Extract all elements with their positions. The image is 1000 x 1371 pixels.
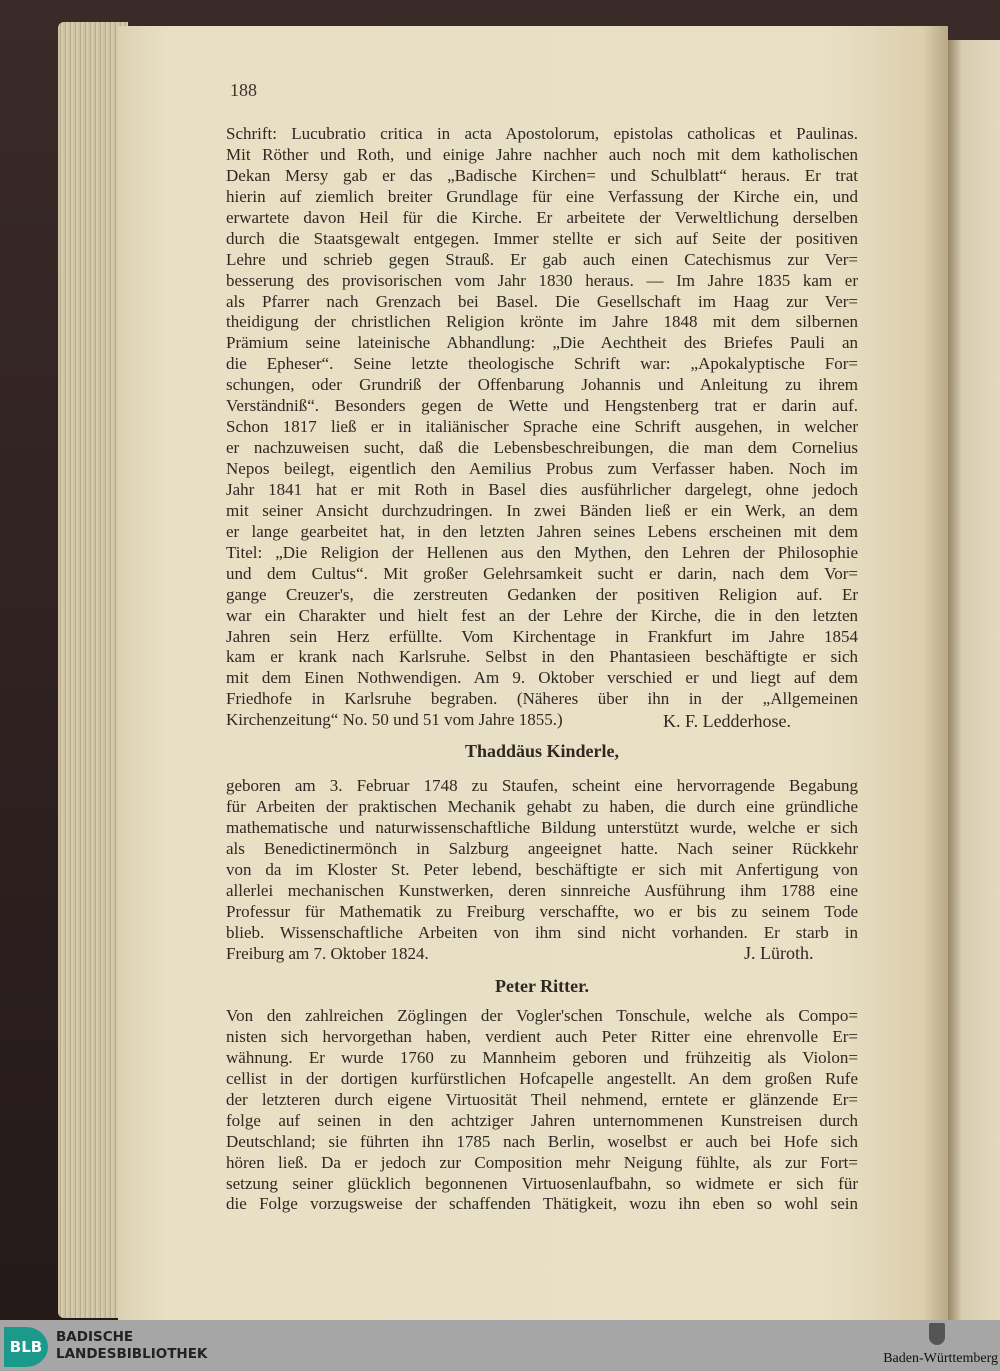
text-line: Mit Röther und Roth, und einige Jahre nachher auch noch mit dem katholischen [226,144,858,164]
text-line: Titel: „Die Religion der Hellenen aus den Mythen, den Lehren der Philosophie [226,542,858,562]
text-line: mit dem Einen Nothwendigen. Am 9. Oktober verschied er und liegt auf dem [226,668,858,688]
text-line: Friedhofe in Karlsruhe begraben. (Näheres über ihn in der „Allgemeinen [226,689,858,709]
text-line: für Arbeiten der praktischen Mechanik gehabt zu haben, die durch eine gründliche [226,796,858,816]
text-line: er lange gearbeitet hat, in den letzten Jahren seines Lebens erscheinen mit dem [226,521,858,541]
text-line: setzung seiner glücklich begonnenen Virtuosenlaufbahn, so widmete er sich für [226,1173,858,1193]
text-line: Schrift: Lucubratio critica in acta Apostolorum, epistolas catholicas et Paulinas. [226,124,858,143]
text-line: gange Creuzer's, die zerstreuten Gedanken der positiven Religion auf. Er [226,584,858,604]
text-line: hören ließ. Da er jedoch zur Composition mehr Neigung fühlte, als zur Fort= [226,1152,858,1172]
text-line: folge auf seinen in den achtziger Jahren unternommenen Kunstreisen durch [226,1110,858,1130]
text-line: durch die Staatsgewalt entgegen. Immer stellte er sich auf Seite der positiven [226,228,858,248]
text-line: blieb. Wissenschaftliche Arbeiten von ihm sind nicht vorhanden. Er starb in [226,922,858,942]
text-line: der letzteren durch eigene Virtuosität Theil nehmend, erntete er glänzende Er= [226,1089,858,1109]
text-line: Verständniß“. Besonders gegen de Wette und Hengstenberg trat er darin auf. [226,396,858,416]
text-line: als Benedictinermönch in Salzburg angeeignet hatte. Nach seiner Rückkehr [226,838,858,858]
text-line: schungen, oder Grundriß der Offenbarung Johannis und Anleitung zu ihrem [226,375,858,395]
text-line: die Epheser“. Seine letzte theologische Schrift war: „Apokalyptische For= [226,354,858,374]
text-line: kam er krank nach Karlsruhe. Selbst in den Phantasieen beschäftigte er sich [226,647,858,667]
text-line: geboren am 3. Februar 1748 zu Staufen, scheint eine hervorragende Begabung [226,776,858,795]
biography-ritter-text [226,1006,858,1215]
state-name: Baden-Württemberg [883,1351,998,1366]
biography-ledderhose-text [226,124,858,731]
text-line: Von den zahlreichen Zöglingen der Vogler'schen Tonschule, welche als Compo= [226,1006,858,1025]
text-line: Nepos beilegt, eigentlich den Aemilius Probus zum Verfasser haben. Noch im [226,459,858,478]
text-line: Jahr 1841 hat er mit Roth in Basel dies ausführlicher dargelegt, ohne jedoch [226,479,858,499]
text-line: theidigung der christlichen Religion krönte im Jahre 1848 mit dem silbernen [226,312,858,332]
text-line: Prämium seine lateinische Abhandlung: „Die Aechtheit des Briefes Pauli an [226,333,858,353]
text-line: Freiburg am 7. Oktober 1824. [226,943,429,963]
text-line: als Pfarrer nach Grenzach bei Basel. Die Gesellschaft im Haag zur Ver= [226,291,858,311]
text-line: Kirchenzeitung“ No. 50 und 51 vom Jahre 1855.) [226,710,563,730]
author-signature-ledderhose: K. F. Ledderhose. [663,711,792,731]
heading-thaddaeus-kinderle: Thaddäus Kinderle, [464,741,620,761]
text-line: allerlei mechanischen Kunstwerken, deren sinnreiche Ausführung ihm 1788 eine [226,880,858,900]
page-number: 188 [230,80,257,100]
text-line: Jahren sein Herz erfüllte. Vom Kirchentage in Frankfurt im Jahre 1854 [226,626,858,646]
text-line: war ein Charakter und hielt fest an der Lehre der Kirche, die in den letzten [226,605,858,625]
text-line: besserung des provisorischen vom Jahr 1830 heraus. — Im Jahre 1835 kam er [226,270,858,290]
text-line: nisten sich hervorgethan haben, verdient auch Peter Ritter eine ehrenvolle Er= [226,1026,858,1046]
author-signature-lueroth: J. Lüroth. [744,943,814,963]
text-line: und dem Cultus“. Mit großer Gelehrsamkeit sucht er darin, nach dem Vor= [226,563,858,583]
library-name[interactable] [56,1329,207,1363]
text-line: mit seiner Ansicht durchzudringen. In zwei Bänden ließ er ein Werk, an dem [226,500,858,520]
text-line: von da im Kloster St. Peter lebend, beschäftigte er sich mit Anfertigung von [226,859,858,879]
text-line: Schon 1817 ließ er in italiänischer Sprache eine Schrift ausgehen, in welcher [226,417,858,437]
facing-page-edge [946,40,1000,1320]
blb-logo[interactable]: BLB [4,1327,48,1367]
text-line: die Folge vorzugsweise der schaffenden Thätigkeit, wozu ihn eben so wohl sein [226,1194,858,1214]
text-line: Deutschland; sie führten ihn 1785 nach Berlin, woselbst er auch bei Hofe sich [226,1131,858,1151]
text-line: Professur für Mathematik zu Freiburg verschaffte, wo er bis zu seinem Tode [226,901,858,921]
heading-peter-ritter: Peter Ritter. [495,976,589,996]
text-line: er nachzuweisen sucht, daß die Lebensbeschreibungen, die man dem Cornelius [226,438,858,458]
text-line: Lehre und schrieb gegen Strauß. Er gab auch einen Catechismus zur Ver= [226,249,858,269]
text-line: cellist in der dortigen kurfürstlichen Hofcapelle angestellt. An dem großen Rufe [226,1068,858,1088]
coat-of-arms-icon [929,1323,945,1345]
library-name-line1: BADISCHE [56,1329,134,1345]
biography-kinderle-text [226,776,858,964]
text-line: hierin auf ziemlich breiter Grundlage für eine Verfassung der Kirche ein, und [226,186,858,206]
text-line: Dekan Mersy gab er das „Badische Kirchen= und Schulblatt“ heraus. Er trat [226,165,858,185]
library-name-line2: LANDESBIBLIOTHEK [56,1346,208,1362]
text-line: wähnung. Er wurde 1760 zu Mannheim geboren und frühzeitig als Violon= [226,1047,858,1067]
footer-bar [0,1320,1000,1371]
text-line: erwartete davon Heil für die Kirche. Er arbeitete der Verweltlichung derselben [226,207,858,227]
text-line: mathematische und naturwissenschaftliche Bildung unterstützt wurde, welche er sich [226,817,858,837]
